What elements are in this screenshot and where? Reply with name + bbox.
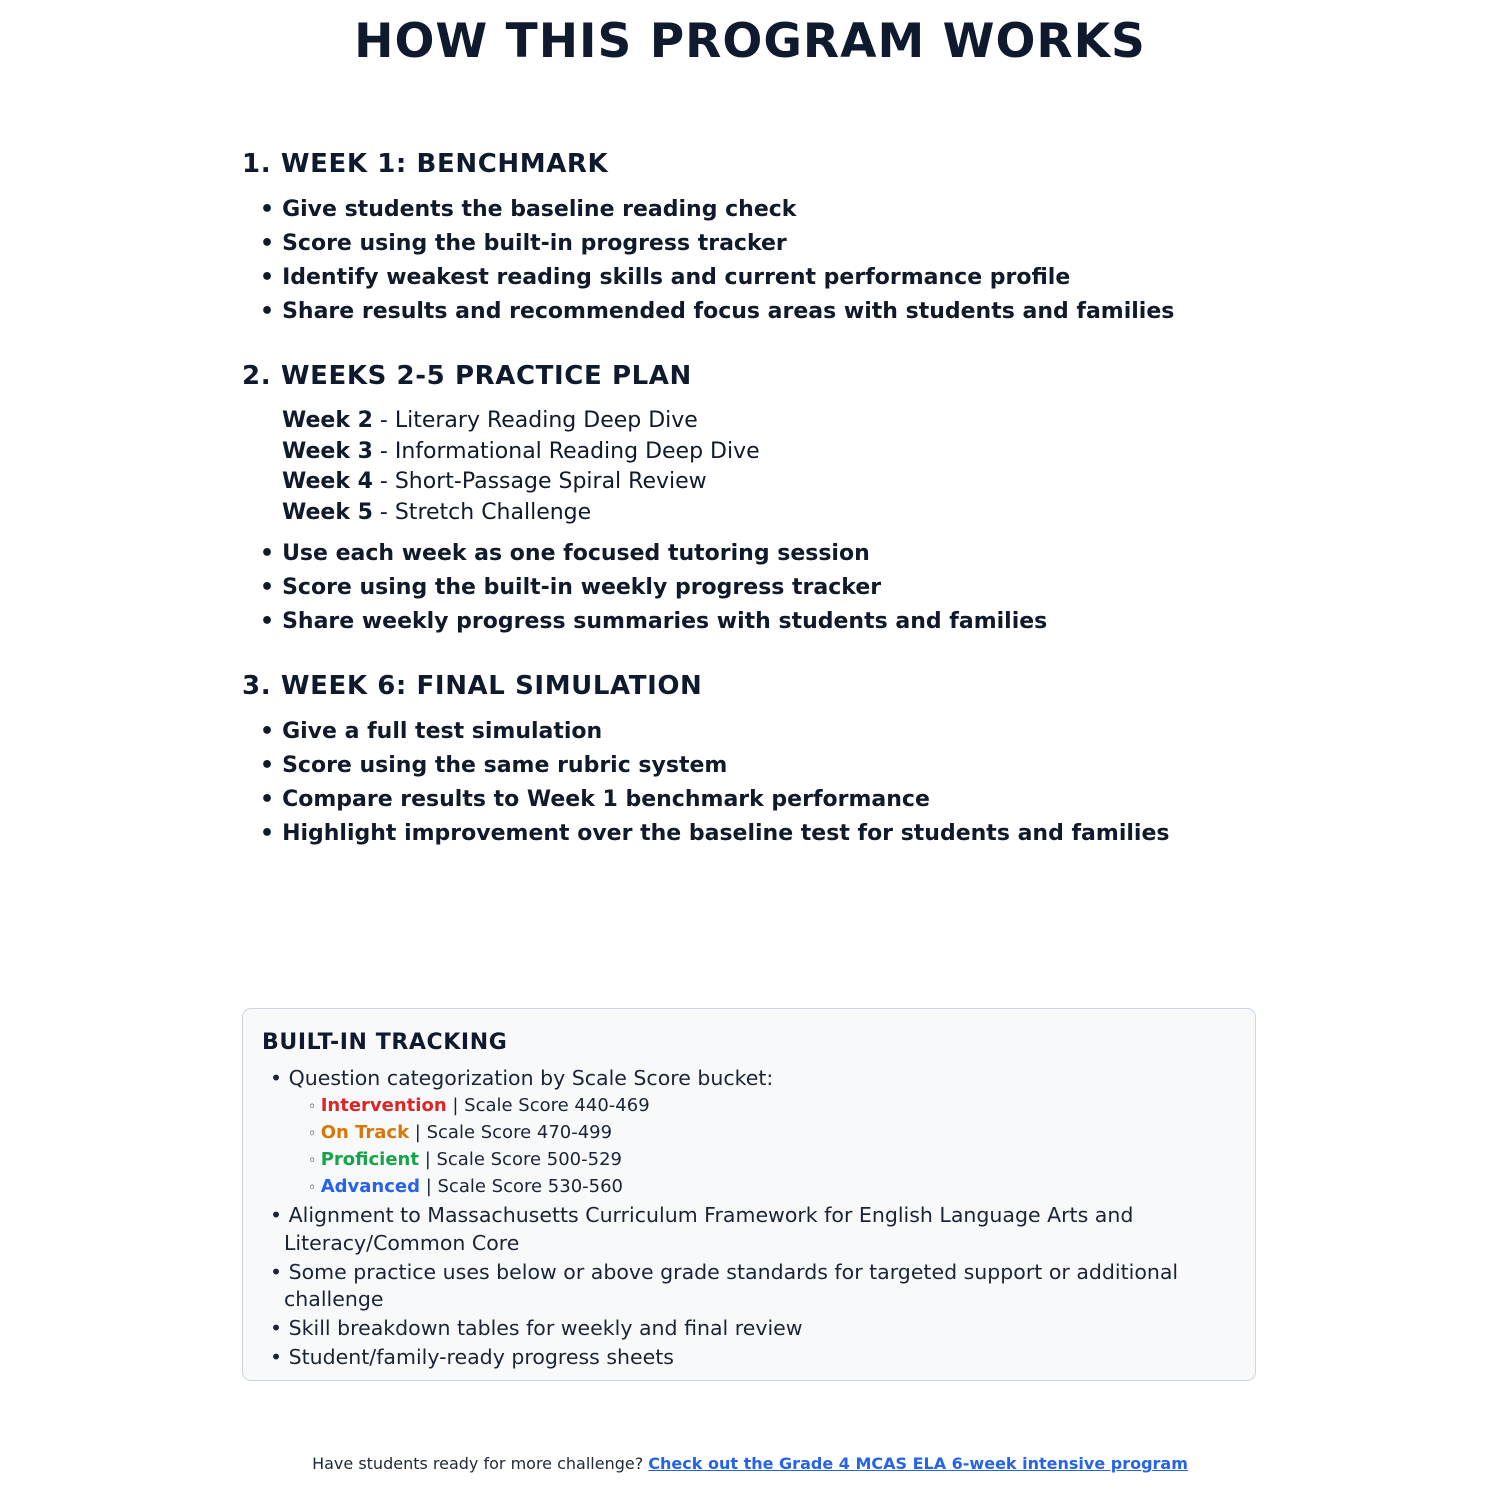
week-label: Week 4 xyxy=(282,469,373,494)
week-label: Week 3 xyxy=(282,438,373,464)
bucket-name: Advanced xyxy=(320,1175,420,1197)
tracking-box xyxy=(242,1008,1256,1381)
tracking-title: BUILT-IN TRACKING xyxy=(262,1030,508,1055)
bucket-item xyxy=(308,1093,1235,1120)
week-desc: - Short-Passage Spiral Review xyxy=(372,469,707,494)
list-item: • Student/family-ready progress sheets xyxy=(270,1344,1235,1372)
week-item xyxy=(282,406,1242,437)
list-item: • Skill breakdown tables for weekly and final review xyxy=(270,1315,1235,1343)
list-item: • Use each week as one focused tutoring session xyxy=(260,537,1242,571)
bucket-item xyxy=(308,1174,1235,1201)
week-desc: - Literary Reading Deep Dive xyxy=(372,408,698,433)
bucket-range: | Scale Score 440-469 xyxy=(446,1094,650,1116)
page-title: HOW THIS PROGRAM WORKS xyxy=(354,14,1146,69)
footer xyxy=(0,1454,1500,1473)
list-item: • Share results and recommended focus areas with students and families xyxy=(260,295,1242,329)
week-label: Week 5 xyxy=(282,499,373,525)
list-item: • Give students the baseline reading check xyxy=(260,193,1242,227)
bullet-list xyxy=(242,715,1242,851)
list-item: • Score using the built-in weekly progress tracker xyxy=(260,571,1242,605)
section-week-6 xyxy=(242,670,1242,851)
tracking-list xyxy=(262,1065,1235,1372)
list-item: • Identify weakest reading skills and current performance profile xyxy=(260,261,1242,295)
section-heading: 2. WEEKS 2-5 PRACTICE PLAN xyxy=(242,361,692,391)
section-weeks-2-5 xyxy=(242,360,1242,639)
list-item: • Share weekly progress summaries with students and families xyxy=(260,605,1242,639)
week-list xyxy=(242,406,1242,528)
week-desc: - Stretch Challenge xyxy=(372,499,592,525)
week-desc: - Informational Reading Deep Dive xyxy=(372,438,760,464)
section-heading: 1. WEEK 1: BENCHMARK xyxy=(242,149,609,179)
bucket-name: On Track xyxy=(320,1121,410,1143)
list-item: • Highlight improvement over the baseline test for students and families xyxy=(260,817,1242,851)
week-item xyxy=(282,467,1242,498)
week-label: Week 2 xyxy=(282,408,373,433)
section-heading: 3. WEEK 6: FINAL SIMULATION xyxy=(242,671,703,701)
bucket-item xyxy=(308,1120,1235,1147)
week-item xyxy=(282,437,1242,468)
footer-text: Have students ready for more challenge? xyxy=(312,1454,649,1473)
bucket-list xyxy=(284,1093,1235,1201)
list-item: • Score using the built-in progress tracker xyxy=(260,227,1242,261)
bullet-list xyxy=(242,537,1242,639)
list-item: • Alignment to Massachusetts Curriculum Framework for English Language Arts and Literacy/Common Core xyxy=(270,1202,1235,1257)
categorization-text: Question categorization by Scale Score bucket: xyxy=(288,1066,774,1090)
list-item: • Score using the same rubric system xyxy=(260,749,1242,783)
bucket-name: Proficient xyxy=(320,1148,419,1170)
list-item: • Give a full test simulation xyxy=(260,715,1242,749)
bucket-range: | Scale Score 500-529 xyxy=(418,1148,622,1170)
bucket-item xyxy=(308,1147,1235,1174)
bullet-list xyxy=(242,193,1242,329)
week-item xyxy=(282,498,1242,529)
bucket-range: | Scale Score 530-560 xyxy=(420,1175,624,1197)
section-week-1 xyxy=(242,148,1242,329)
bucket-range: | Scale Score 470-499 xyxy=(409,1121,613,1143)
list-item: • Compare results to Week 1 benchmark performance xyxy=(260,783,1242,817)
list-item xyxy=(270,1065,1235,1201)
bucket-name: Intervention xyxy=(320,1094,447,1116)
grade-4-program-link[interactable]: Check out the Grade 4 MCAS ELA 6-week intensive program xyxy=(648,1454,1188,1473)
list-item: • Some practice uses below or above grade standards for targeted support or additional challenge xyxy=(270,1259,1235,1314)
